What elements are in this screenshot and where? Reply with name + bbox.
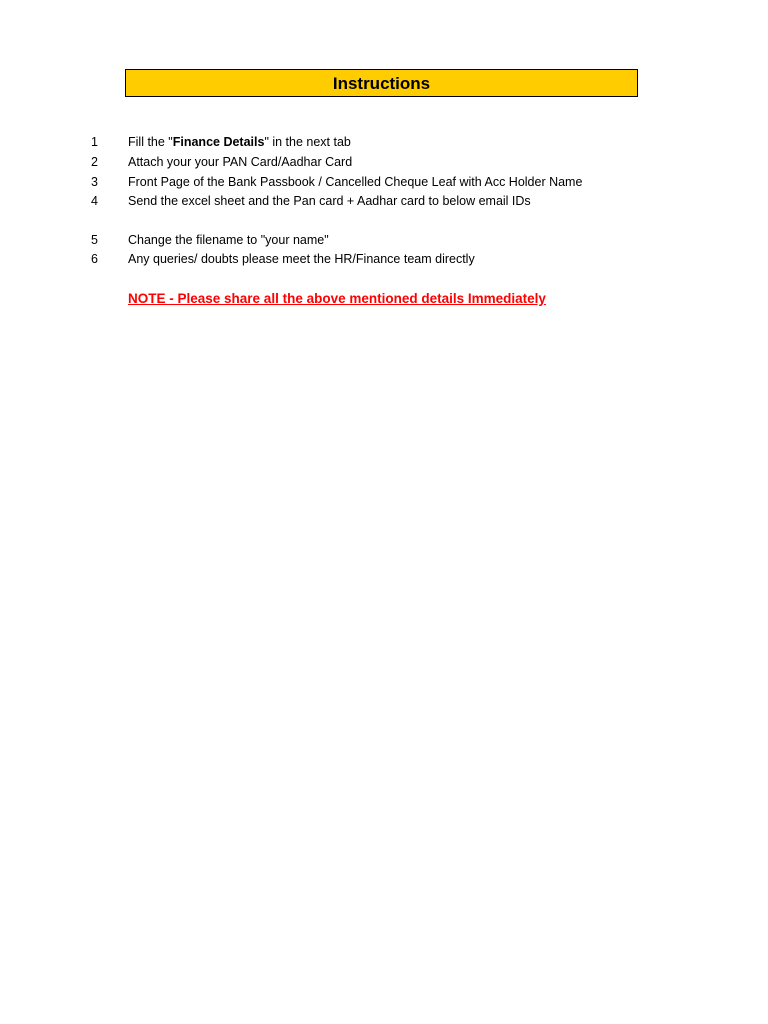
instruction-text xyxy=(128,133,351,152)
instruction-text: Send the excel sheet and the Pan card + Aadhar card to below email IDs xyxy=(128,194,531,208)
instruction-text-bold: Finance Details xyxy=(172,135,265,149)
instruction-number: 5 xyxy=(91,233,98,247)
instruction-text-pre: Fill the " xyxy=(128,135,173,149)
instruction-number: 1 xyxy=(91,135,98,149)
instruction-text: Any queries/ doubts please meet the HR/Finance team directly xyxy=(128,252,475,266)
instruction-text-post: " in the next tab xyxy=(264,135,351,149)
instruction-number: 3 xyxy=(91,175,98,189)
instruction-text: Change the filename to "your name" xyxy=(128,233,329,247)
instructions-title: Instructions xyxy=(332,73,431,93)
instruction-number: 4 xyxy=(91,194,98,208)
important-note: NOTE - Please share all the above mentioned details Immediately xyxy=(128,291,546,306)
instructions-title-box xyxy=(125,69,638,97)
instruction-text: Front Page of the Bank Passbook / Cancelled Cheque Leaf with Acc Holder Name xyxy=(128,175,583,189)
instruction-number: 6 xyxy=(91,252,98,266)
instruction-number: 2 xyxy=(91,155,98,169)
instruction-text: Attach your your PAN Card/Aadhar Card xyxy=(128,155,353,169)
